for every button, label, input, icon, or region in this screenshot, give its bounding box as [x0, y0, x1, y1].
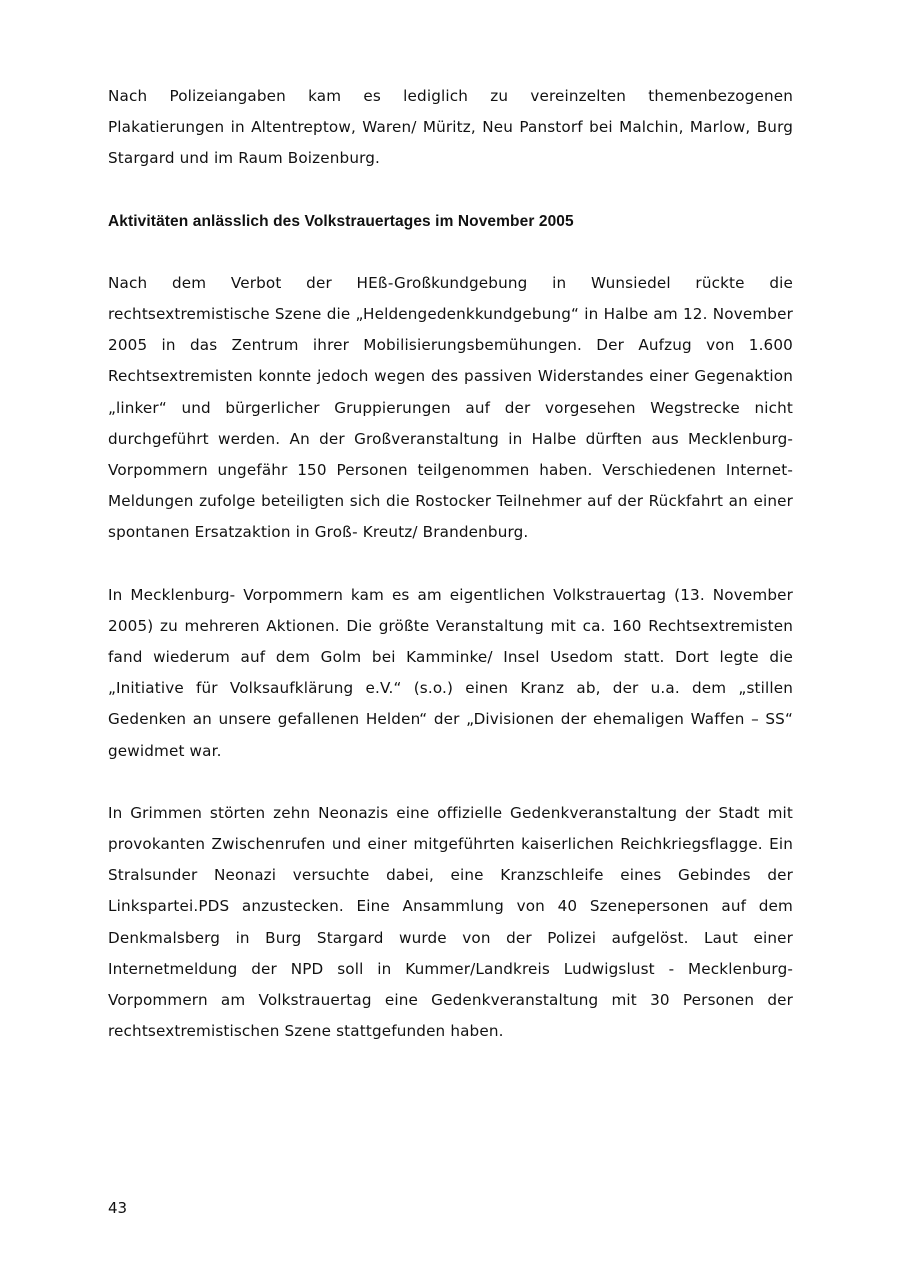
paragraph-volkstrauertag-actions: In Mecklenburg- Vorpommern kam es am eigentlichen Volkstrauertag (13. November 2005) zu mehreren Aktionen. Die größte Veranstaltung mit ca. 160 Rechtsextremisten fand wiederum auf dem Golm bei Kamminke/ Insel Usedom statt. Dort legte die „Initiative für Volksaufklärung e.V.“ (s.o.) einen Kranz ab, der u.a. dem „stillen Gedenken an unsere gefallenen Helden“ der „Divisionen der ehemaligen Waffen – SS“ gewidmet war.	[108, 585, 793, 760]
paragraph-spacer	[108, 237, 793, 268]
document-body	[108, 81, 793, 1047]
paragraph-grimmen-disruption: In Grimmen störten zehn Neonazis eine offizielle Gedenkveranstaltung der Stadt mit provokanten Zwischenrufen und einer mitgeführten kaiserlichen Reichkriegsflagge. Ein Stralsunder Neonazi versuchte dabei, eine Kranzschleife eines Gebindes der Linkspartei.PDS anzustecken. Eine Ansammlung von 40 Szenepersonen auf dem Denkmalsberg in Burg Stargard wurde von der Polizei aufgelöst. Laut einer Internetmeldung der NPD soll in Kummer/Landkreis Ludwigslust - Mecklenburg-Vorpommern am Volkstrauertag eine Gedenkveranstaltung mit 30 Personen der rechtsextremistischen Szene stattgefunden haben.	[108, 803, 793, 1041]
paragraph-spacer	[108, 767, 793, 798]
paragraph-spacer	[108, 175, 793, 206]
page-number: 43	[108, 1199, 128, 1217]
paragraph-police-reports: Nach Polizeiangaben kam es lediglich zu vereinzelten themenbezogenen Plakatierungen in Altentreptow, Waren/ Müritz, Neu Panstorf bei Malchin, Marlow, Burg Stargard und im Raum Boizenburg.	[108, 87, 793, 168]
paragraph-spacer	[108, 549, 793, 580]
section-heading: Aktivitäten anlässlich des Volkstrauertages im November 2005	[108, 212, 574, 230]
paragraph-halbe-rally: Nach dem Verbot der HEß-Großkundgebung in Wunsiedel rückte die rechtsextremistische Szene die „Heldengedenkkundgebung“ in Halbe am 12. November 2005 in das Zentrum ihrer Mobilisierungsbemühungen. Der Aufzug von 1.600 Rechtsextremisten konnte jedoch wegen des passiven Widerstandes einer Gegenaktion „linker“ und bürgerlicher Gruppierungen auf der vorgesehen Wegstrecke nicht durchgeführt werden. An der Großveranstaltung in Halbe dürften aus Mecklenburg-Vorpommern ungefähr 150 Personen teilgenommen haben. Verschiedenen Internet-Meldungen zufolge beteiligten sich die Rostocker Teilnehmer auf der Rückfahrt an einer spontanen Ersatzaktion in Groß- Kreutz/ Brandenburg.	[108, 273, 793, 542]
